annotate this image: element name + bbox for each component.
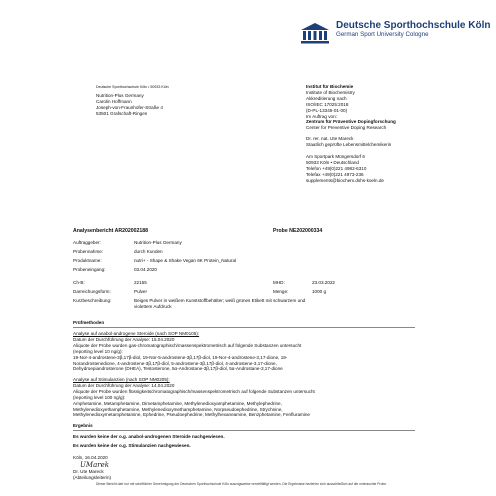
section-line: 19-Nor-4-androstene-3β,17β-diol, 19-Nor-5-androstene-3β,17β-diol, 19-Nor-4-androstene-3,17-dione, 19- [73, 354, 288, 360]
section-line: Datum der Durchführung der Analyse: 14.04.2020 [73, 382, 175, 388]
section-line: Methylenedioxyethamphetamine, Methylenedioxymethamphetamine, Norpseudoephedrine, Strychnine, [73, 406, 283, 412]
university-name [336, 20, 490, 39]
field-label: Ch-B: [73, 280, 85, 285]
field-value: violettem Aufdruck [134, 304, 172, 309]
field-value: nutri+ - Shape & Shake Vegan 6K Protein_Natural [134, 258, 237, 263]
contact-title: Staatlich geprüfte Lebensmittelchemikerin [306, 142, 392, 148]
phone: Telefon +49(0)221 4982-6310 [306, 165, 367, 171]
field-value: durch Kunden [134, 249, 163, 254]
institute-line: (D-PL-13345-01-00) [306, 107, 348, 113]
field-value: Nutrition-Plus Germany [134, 240, 182, 245]
section-heading: Analyse auf anabol-androgene Steroide (nach SOP NM0105): [73, 331, 200, 336]
recipient-line: Joseph-von-Fraunhofer-Straße 4 [96, 105, 163, 110]
address-line: Am Sportpark Müngersdorf 6 [306, 154, 365, 160]
result-stimulants: Es wurden keine der o.g. Stimulanzien nachgewiesen. [73, 443, 191, 448]
university-logo-icon [300, 22, 330, 44]
signer-name: Dr. Ute Mareck [73, 469, 104, 474]
center-name: Zentrum für Präventive Dopingforschung [306, 119, 396, 125]
field-label: Kurzbeschreibung: [73, 298, 112, 303]
brand-name: Deutsche Sporthochschule Köln [336, 20, 491, 31]
institute-line: Akkreditierung nach [306, 95, 347, 101]
field-value: Beiges Pulver in weißem Kunststoffbehälter; weiß grünes Etikett mit schwarzem und [134, 298, 306, 303]
email-link[interactable]: supplements@biochem.dshs-koeln.de [306, 177, 384, 183]
section-line: Amphetamine, Metamphetamine, Dimetamphetamine, Methylenedioxyamphetamine, Methylephedrine, [73, 400, 282, 406]
field-value: Pulver [134, 289, 148, 294]
signature: UMarek [80, 461, 109, 469]
section-line: (reporting level 10 ng/g): [73, 348, 123, 354]
report-title: Analysenbericht AR202002188 [73, 228, 149, 234]
field-label: Menge: [273, 289, 289, 294]
recipient-line: Carolin Hoffmann [96, 99, 132, 104]
section-line: Norandrostenedione, 4-androstene-3β,17β-diol, 5-androstene-3β,17β-diol, 4-androstene-3,17-dione, [73, 360, 277, 366]
field-label: Produktname: [73, 258, 102, 263]
result-steroids: Es wurden keine der o.g. anabol-androgenen Steroide nachgewiesen. [73, 434, 225, 439]
field-label: Darreichungsform: [73, 289, 111, 294]
field-label: Auftraggeber: [73, 240, 101, 245]
steroid-section [73, 331, 413, 372]
field-value: 23.03.2022 [312, 280, 335, 285]
institute-line: Im Auftrag von: [306, 113, 337, 119]
field-value: 03.04.2020 [134, 267, 157, 272]
place-date: Köln, 16.04.2020 [73, 455, 108, 460]
contact-person: Dr. rer. nat. Ute Mareck [306, 136, 354, 142]
section-line: Methylenedioxymetamphetamine, Ephedrine, Pseudoephedrine, Methylhexaneamine, Benzphetamine, Fenfluramine [73, 412, 310, 418]
return-address: Deutsche Sporthochschule Köln • 50933 Köln [96, 85, 169, 89]
divider [73, 430, 415, 431]
section-line: Aliquote der Probe wurden gas-chromatographisch/massenspektrometrisch auf folgende Substanzen untersucht [73, 342, 302, 348]
institute-name: Institut für Biochemie [306, 84, 354, 89]
field-value: 22155 [134, 280, 147, 285]
recipient-line: 53501 Grafschaft-Ringen [96, 111, 148, 116]
stimulant-section [73, 377, 413, 418]
brand-subtitle: German Sport University Cologne [336, 31, 429, 38]
field-value: 1000 g [312, 289, 327, 294]
field-label: MHD: [273, 280, 285, 285]
footer-note: Dieser Bericht darf nur mit schriftlicher Genehmigung der Deutschen Sporthochschule Köln auszugsweise vervielfältigt werden. Die Ergebnisse beziehen sich ausschließlich auf die untersuchte Probe. [96, 482, 388, 486]
institute-block [306, 84, 396, 184]
section-line: Datum der Durchführung der Analyse: 15.04.2020 [73, 336, 175, 342]
signer-role: (Abteilungsleiterin) [73, 475, 112, 480]
institute-line: ISO/IEC 17025:2018 [306, 101, 349, 107]
fax: Telefax +49(0)221 4973-236 [306, 171, 364, 177]
institute-line: Institute of Biochemistry [306, 89, 355, 95]
recipient-line: Nutrition-Plus Germany [96, 93, 144, 98]
field-label: Probennahme: [73, 249, 104, 254]
section-heading: Analyse auf Stimulanzien (nach SOP NM0205): [73, 377, 170, 382]
divider [73, 327, 415, 328]
result-heading: Ergebnis [73, 423, 93, 428]
address-line: 50933 Köln • Deutschland [306, 159, 359, 165]
section-line: Aliquote der Probe wurden flüssigkeitschromatographisch/massenspektrometrisch auf folgende Substanzen untersucht [73, 388, 315, 394]
field-label: Probeneingang: [73, 267, 106, 272]
probe-number: Probe NE202000334 [273, 228, 323, 234]
section-line: Dehydroepiandrosterone (DHEA), Testosterone, 5α-Androstane-3β,17β-diol, 5α-Androstane-3,17-dione [73, 366, 283, 372]
center-english: Center for Preventive Doping Research [306, 125, 387, 131]
methods-heading: Prüfmethoden [73, 320, 105, 325]
recipient-block [96, 93, 163, 117]
section-line: (reporting level 100 ng/g): [73, 394, 126, 400]
